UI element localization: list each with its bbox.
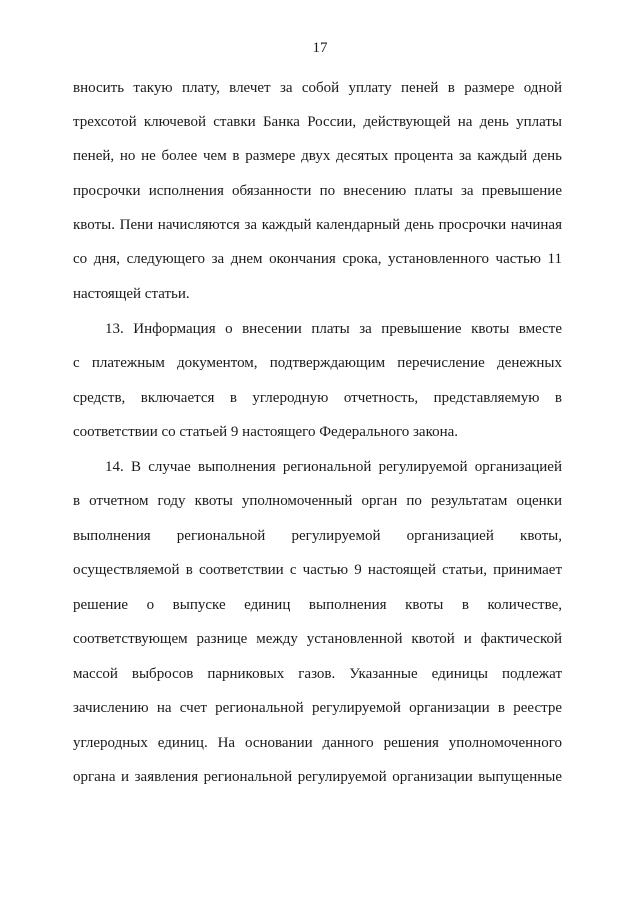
text-line: 14. В случае выполнения региональной регулируемой организацией xyxy=(105,459,562,475)
text-line: соответствующем разнице между установленной квотой и фактической xyxy=(73,631,562,647)
text-line: в отчетном году квоты уполномоченный орган по результатам оценки xyxy=(73,493,562,509)
text-line: решение о выпуске единиц выполнения квоты в количестве, xyxy=(73,597,562,613)
text-line: выполнения региональной регулируемой организацией квоты, xyxy=(73,528,562,544)
text-line: пеней, но не более чем в размере двух десятых процента за каждый день xyxy=(73,148,562,164)
text-line: со дня, следующего за днем окончания срока, установленного частью 11 xyxy=(73,251,562,267)
text-line: 13. Информация о внесении платы за превышение квоты вместе xyxy=(105,321,562,337)
text-line: настоящей статьи. xyxy=(73,286,190,302)
text-line: зачислению на счет региональной регулируемой организации в реестре xyxy=(73,700,562,716)
text-line: трехсотой ключевой ставки Банка России, действующей на день уплаты xyxy=(73,114,562,130)
text-line: углеродных единиц. На основании данного решения уполномоченного xyxy=(73,735,562,751)
text-line: осуществляемой в соответствии с частью 9 настоящей статьи, принимает xyxy=(73,562,562,578)
text-line: вносить такую плату, влечет за собой уплату пеней в размере одной xyxy=(73,80,562,96)
text-line: квоты. Пени начисляются за каждый календарный день просрочки начиная xyxy=(73,217,562,233)
text-line: с платежным документом, подтверждающим перечисление денежных xyxy=(73,355,562,371)
text-line: органа и заявления региональной регулируемой организации выпущенные xyxy=(73,769,562,785)
page-number: 17 xyxy=(312,40,328,56)
text-line: средств, включается в углеродную отчетность, представляемую в xyxy=(73,390,562,406)
text-line: соответствии со статьей 9 настоящего Федерального закона. xyxy=(73,424,459,440)
text-line: массой выбросов парниковых газов. Указанные единицы подлежат xyxy=(73,666,562,682)
text-line: просрочки исполнения обязанности по внесению платы за превышение xyxy=(73,183,562,199)
